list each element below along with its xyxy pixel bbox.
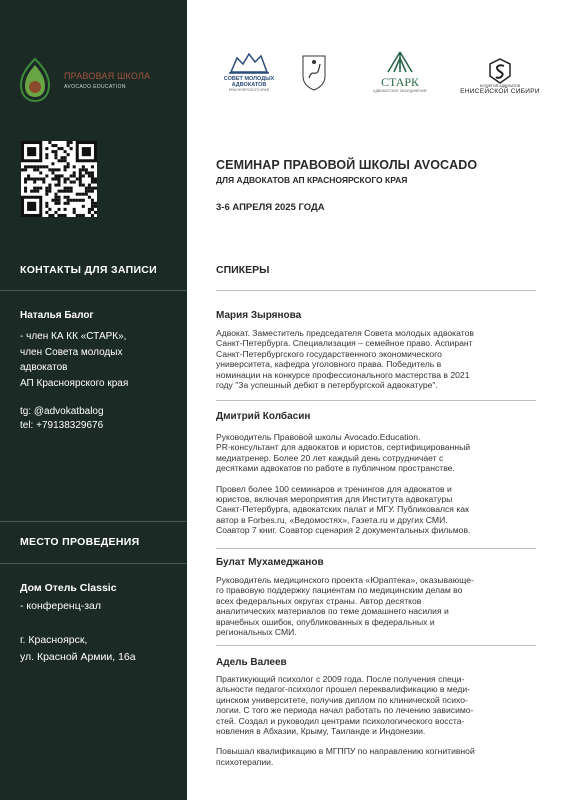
divider bbox=[0, 290, 187, 291]
bio-line: стей. Создал и руководил центрами психологического восста- bbox=[216, 715, 465, 726]
bio-line: году "За успешный дебют в петербургской адвокатуре". bbox=[216, 380, 438, 391]
bio-line: номинации на конкурсе профессионального мастерства в 2021 bbox=[216, 369, 470, 380]
bio-line: Провел более 100 семинаров и тренингов для адвокатов и bbox=[216, 483, 452, 494]
venue-heading: МЕСТО ПРОВЕДЕНИЯ bbox=[20, 536, 140, 548]
speaker-name: Дмитрий Колбасин bbox=[216, 411, 311, 422]
bio-line: аналитических материалов по теме домашнего насилия и bbox=[216, 606, 449, 617]
bio-line: психотерапии. bbox=[216, 756, 274, 767]
partner-sovet-name: СОВЕТ МОЛОДЫХ bbox=[223, 76, 275, 82]
partner-enisey-name: ЕНИСЕЙСКОЙ СИБИРИ bbox=[460, 88, 540, 95]
school-logo bbox=[18, 57, 150, 103]
venue-hall: - конференц-зал bbox=[20, 600, 102, 612]
bio-line: Соавтор 7 книг. Соавтор сценария 2 документальных фильмов. bbox=[216, 525, 471, 536]
seminar-title: СЕМИНАР ПРАВОВОЙ ШКОЛЫ AVOCADO bbox=[216, 158, 478, 172]
speaker-bio bbox=[216, 328, 546, 390]
main-content bbox=[187, 0, 566, 800]
emblem-icon bbox=[299, 52, 329, 92]
bio-line: десятками адвокатов по работе в публичном пространстве. bbox=[216, 463, 455, 474]
partner-stark-name: СТАРК bbox=[380, 75, 420, 89]
contact-role-line: АП Красноярского края bbox=[20, 377, 129, 389]
partner-enisey-logo bbox=[459, 58, 541, 95]
contact-role-line: член Совета молодых bbox=[20, 346, 123, 358]
school-sub: AVOCADO.EDUCATION bbox=[64, 83, 126, 90]
partner-sovet-region: КРАСНОЯРСКОГО КРАЯ bbox=[228, 88, 270, 92]
bio-line: логии. С того же периода начал работать по лечению зависимо- bbox=[216, 705, 474, 716]
bio-line: автор в Forbes.ru, «Ведомостях», Газета.ru и других СМИ. bbox=[216, 514, 448, 525]
divider bbox=[216, 548, 536, 549]
partner-emblem-logo bbox=[299, 52, 329, 92]
bio-line: медиатренер. Более 20 лет каждый день сотрудничает с bbox=[216, 452, 444, 463]
venue-city: г. Красноярск, bbox=[20, 634, 88, 646]
divider bbox=[0, 563, 187, 564]
speaker-bio bbox=[216, 674, 546, 767]
speaker-name: Булат Мухамеджанов bbox=[216, 557, 324, 568]
contacts-heading: КОНТАКТЫ ДЛЯ ЗАПИСИ bbox=[20, 264, 158, 276]
divider bbox=[0, 521, 187, 522]
qr-code[interactable] bbox=[21, 141, 97, 217]
qr-code-icon bbox=[21, 141, 97, 217]
divider bbox=[216, 290, 536, 291]
bio-line: альности педагог-психолог прошел переквалификацию в меди- bbox=[216, 684, 471, 695]
contact-phone[interactable]: tel: +79138329676 bbox=[20, 420, 104, 431]
partner-stark-sub: АДВОКАТСКОЕ ОБЪЕДИНЕНИЕ bbox=[373, 89, 427, 93]
contact-role-line: - член КА КК «СТАРК», bbox=[20, 331, 127, 342]
contact-name: Наталья Балог bbox=[20, 310, 94, 321]
enisey-emblem-icon bbox=[489, 58, 511, 84]
bio-line: цинском университете, получив диплом по клинической психо- bbox=[216, 694, 468, 705]
partner-sovet-name: АДВОКАТОВ bbox=[231, 82, 267, 88]
speakers-heading: СПИКЕРЫ bbox=[216, 264, 270, 276]
bio-line: го правовую поддержку пациентам по медицинским делам во bbox=[216, 585, 463, 596]
speaker-bio bbox=[216, 432, 546, 536]
bio-line: Адвокат. Заместитель председателя Совета молодых адвокатов bbox=[216, 328, 474, 338]
partner-sovet-logo bbox=[217, 48, 281, 92]
speaker-name: Адель Валеев bbox=[216, 657, 287, 668]
bio-line: университета, кафедра уголовного права. Победитель в bbox=[216, 359, 442, 370]
speaker-name: Мария Зырянова bbox=[216, 310, 302, 321]
venue-street: ул. Красной Армии, 16а bbox=[20, 651, 136, 663]
bio-line: врачебных ошибок, опубликованных в федеральных и bbox=[216, 616, 435, 627]
contact-role-line: адвокатов bbox=[20, 362, 68, 373]
bio-line: всех федеральных округах страны. Автор десятков bbox=[216, 595, 422, 606]
venue-name: Дом Отель Classic bbox=[20, 582, 117, 594]
bio-line: Практикующий психолог с 2009 года. После получения специ- bbox=[216, 674, 465, 684]
divider bbox=[216, 645, 536, 646]
avocado-logo-icon bbox=[18, 57, 52, 103]
bio-line: Руководитель медицинского проекта «Юраптека», оказывающе- bbox=[216, 575, 474, 585]
bio-line: Повышал квалификацию в МГППУ по направлению когнитивной bbox=[216, 746, 475, 757]
bio-line: новления в Абхазии, Крыму, Таиланде и Индонезии. bbox=[216, 726, 426, 737]
bio-line: Руководитель Правовой школы Avocado.Education. bbox=[216, 432, 421, 442]
building-icon bbox=[227, 48, 271, 76]
bio-line: Санкт-Петербургского государственного экономического bbox=[216, 348, 442, 359]
sidebar bbox=[0, 0, 187, 800]
bio-line: региональных СМИ. bbox=[216, 627, 297, 638]
partner-enisey-top: КОЛЛЕГИЯ АДВОКАТОВ bbox=[479, 84, 521, 88]
seminar-subtitle: ДЛЯ АДВОКАТОВ АП КРАСНОЯРСКОГО КРАЯ bbox=[216, 175, 408, 185]
bio-line: юристов, включая мероприятия для Института адвокатуры bbox=[216, 494, 453, 505]
bio-line: PR-консультант для адвокатов и юристов, сертифицированный bbox=[216, 442, 471, 453]
contact-telegram[interactable]: tg: @advokatbalog bbox=[20, 406, 104, 417]
bio-line: Санкт-Петербурга, адвокатских палат и МГУ. Публиковался как bbox=[216, 504, 469, 515]
seminar-dates: 3-6 АПРЕЛЯ 2025 ГОДА bbox=[216, 202, 325, 213]
bio-line: Санкт-Петербурга. Специализация – семейное право. Аспирант bbox=[216, 338, 473, 349]
divider bbox=[216, 400, 536, 401]
stark-emblem-icon bbox=[380, 50, 420, 76]
school-name: ПРАВОВАЯ ШКОЛА bbox=[64, 70, 151, 81]
speaker-bio bbox=[216, 575, 546, 637]
partner-stark-logo bbox=[373, 50, 427, 93]
